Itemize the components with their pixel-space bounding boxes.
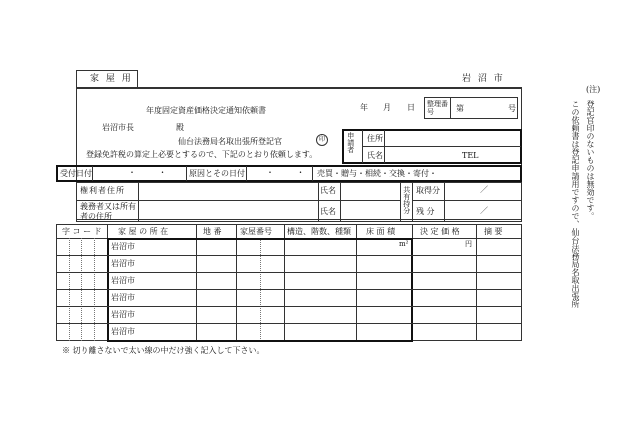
col-floor-area: 床 面 積 <box>366 227 396 236</box>
date-day: 日 <box>407 103 415 112</box>
applicant-label: 申請者 <box>346 132 355 153</box>
applicant-tel-label: TEL <box>462 151 479 160</box>
registrar-office: 仙台法務局名取出張所登記官 <box>178 137 282 146</box>
receipt-dots: ・ ・ <box>128 168 177 177</box>
table-row: 岩沼市 <box>111 293 135 302</box>
table-row: 岩沼市 <box>111 276 135 285</box>
rights-holder-name-label: 氏名 <box>320 186 336 195</box>
applicant-address-label: 住所 <box>367 134 383 143</box>
entry-region <box>107 238 413 342</box>
city-label: 岩 沼 市 <box>462 74 505 84</box>
table-row: 岩沼市 <box>111 327 135 336</box>
col-code: 字 コ ー ド <box>62 227 102 236</box>
note-line-2: この依頼書は登記申請用ですので、仙台法務局名取出張所 <box>571 100 580 308</box>
date-year: 年 <box>360 103 368 112</box>
col-house-number: 家屋番号 <box>240 227 272 236</box>
share-remaining-label: 残 分 <box>416 207 435 216</box>
management-label: 整理番号 <box>427 100 448 117</box>
cause-dots: ・ ・ <box>266 168 315 177</box>
category-label: 家 屋 用 <box>90 74 133 84</box>
obligor-label: 義務者又は所有者の住所 <box>80 202 136 221</box>
request-text: 登録免許税の算定上必要とするので、下記のとおり依頼します。 <box>86 150 318 159</box>
table-row: 岩沼市 <box>111 242 135 251</box>
seal-text: 印 <box>318 136 325 143</box>
footnote: ※ 切り離さないで太い線の中だけ強く記入して下さい。 <box>62 346 265 355</box>
share-label: 共有持分 <box>402 186 411 214</box>
obligor-name-label: 氏名 <box>320 207 336 216</box>
cause-options: 売買・贈与・相続・交換・寄付・ <box>317 169 437 178</box>
rights-holder-label: 権利者住所 <box>80 186 125 195</box>
col-structure: 構造、階数、種類 <box>287 227 351 236</box>
note-label: (注) <box>586 85 601 94</box>
col-location: 家 屋 の 所 在 <box>118 227 169 236</box>
applicant-name-label: 氏名 <box>367 151 383 160</box>
mayor-label: 岩沼市長 <box>102 123 134 132</box>
honorific: 殿 <box>176 123 184 132</box>
table-row: 岩沼市 <box>111 259 135 268</box>
seal-icon <box>316 134 328 146</box>
form-title: 年度固定資産価格決定通知依頼書 <box>146 106 266 115</box>
col-price: 決 定 価 格 <box>420 227 460 236</box>
share-remaining-slash: ／ <box>480 206 488 215</box>
share-acquired-slash: ／ <box>480 185 488 194</box>
parties-box <box>76 182 522 222</box>
date-month: 月 <box>383 103 391 112</box>
receipt-label: 受付日付 <box>60 169 92 178</box>
table-row: 岩沼市 <box>111 310 135 319</box>
management-dai: 第 <box>456 104 464 113</box>
col-remarks: 摘 要 <box>484 227 503 236</box>
note-line-1: 登記官印のないものは無効です。 <box>586 100 595 220</box>
col-lot-number: 地 番 <box>203 227 222 236</box>
unit-price: 円 <box>465 240 472 248</box>
share-acquired-label: 取得分 <box>416 186 440 195</box>
unit-area: m² <box>399 240 409 248</box>
cause-label: 原因とその日付 <box>189 169 245 178</box>
management-go: 号 <box>508 104 516 113</box>
